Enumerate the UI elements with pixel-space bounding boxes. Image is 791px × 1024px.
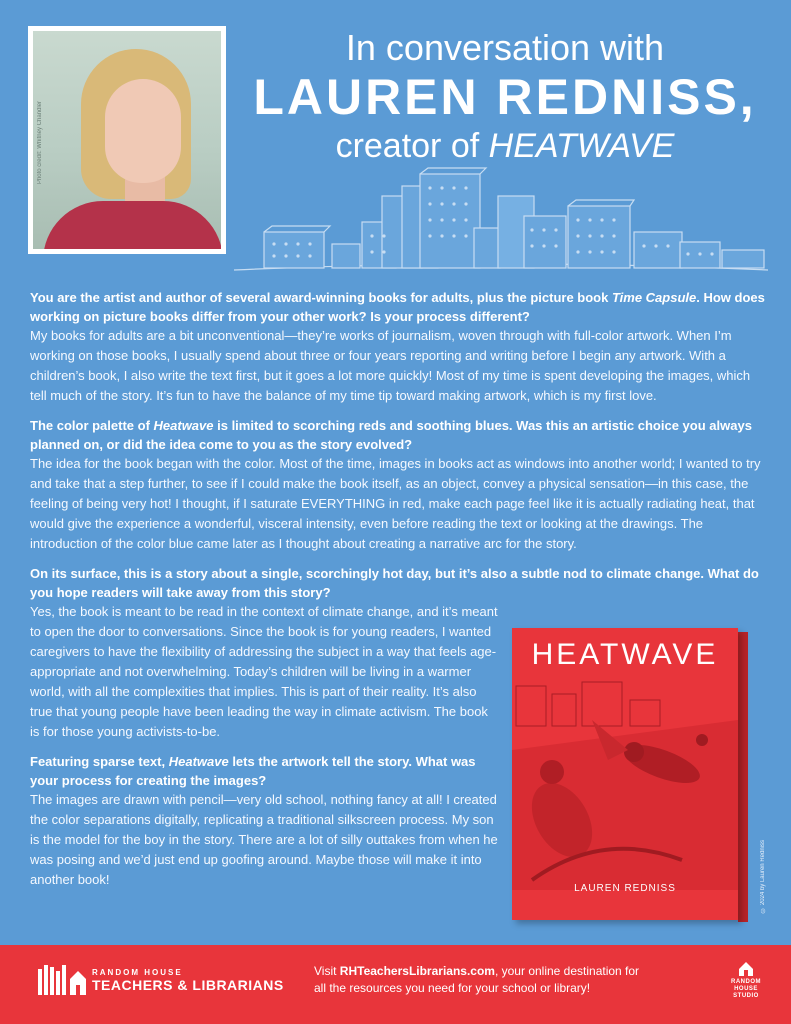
book-cover-image xyxy=(512,628,750,924)
author-photo xyxy=(33,31,221,249)
book-cover xyxy=(512,628,738,920)
title-line-3 xyxy=(250,126,760,166)
question-4: Featuring sparse text, Heatwave lets the artwork tell the story. What was your process for creating the images? xyxy=(30,754,476,788)
question-1: You are the artist and author of several award-winning books for adults, plus the picture book Time Capsule. How does working on picture books differ from your other work? Is your process different? xyxy=(30,290,765,324)
title-author-name: LAUREN REDNISS, xyxy=(253,69,757,125)
books-icon xyxy=(38,965,86,995)
answer-2: The idea for the book began with the color. Most of the time, images in books act as windows into another world; I wanted to try and take that a step further, to see if I could make the book itself, as an object, convey a physical sensation—in this case, the feeling of being very hot! I thought, if I saturate EVERYTHING in red, make each page feel like it is actually radiating heat, that would give the experience a wonderful, visceral intensity, even before reading the text or looking at the drawings. The introduction of the color blue came later as I thought about creating a narrative arc for the story. xyxy=(30,456,761,551)
qa-item-2 xyxy=(30,416,766,554)
book-author: LAUREN REDNISS xyxy=(574,883,676,894)
photo-credit: Photo credit: Whitney Chandler xyxy=(37,101,43,185)
skyline-illustration xyxy=(232,166,772,278)
qa-item-4 xyxy=(30,752,498,890)
author-photo-frame xyxy=(28,26,226,254)
logo-line-2: TEACHERS & LIBRARIANS xyxy=(92,976,284,993)
title-block xyxy=(250,28,760,166)
title-book-name: HEATWAVE xyxy=(488,127,675,165)
answer-3: Yes, the book is meant to be read in the context of climate change, and it’s meant to open the door to conversations. Since the book is for young readers, I wanted caregivers to have the flexibility of addressing the subject in a way that feels age-appropriate and not overwhelming. Today’s children will be living in a warmer world, with all the complexities that implies. This is part of their reality. It’s also true that young people have been leading the way in climate activism. The book is for those young activists-to-be. xyxy=(30,604,498,739)
answer-1: My books for adults are a bit unconventional—they’re works of journalism, woven through with full-color artwork. When I’m working on those books, I usually spend about three or four years reporting and writing before I begin any artwork. With a children’s book, I also write the text first, but it goes a lot more quickly! Most of my time is spent developing the images, which tell much of the story. It’s fun to have the balance of my time tip toward making artwork, which is my first love. xyxy=(30,328,751,403)
answer-4: The images are drawn with pencil—very old school, nothing fancy at all! I created the color separations digitally, replicating a traditional silkscreen process. My son is the model for the boy in the story. There are a lot of silly outtakes from when he was posing and we’d just end up goofing around. Maybe those will make it into another book! xyxy=(30,792,498,887)
website-link[interactable]: RHTeachersLibrarians.com xyxy=(339,964,495,978)
question-2: The color palette of Heatwave is limited to scorching reds and soothing blues. Was this an artistic choice you always planned on, or did the idea come to you as the story evolved? xyxy=(30,418,752,452)
footer-bar xyxy=(0,945,791,1024)
book-spine xyxy=(738,632,748,922)
house-icon xyxy=(738,961,754,977)
book-title: HEATWAVE xyxy=(531,638,719,671)
footer-message: Visit RHTeachersLibrarians.com, your online destination for all the resources you need for your school or library! xyxy=(314,964,640,995)
title-prefix: creator of xyxy=(335,127,489,165)
random-house-studio-logo[interactable]: RANDOM HOUSE STUDIO xyxy=(724,961,768,1000)
qa-item-1 xyxy=(30,288,766,406)
question-3: On its surface, this is a story about a single, scorchingly hot day, but it’s also a subtle nod to climate change. What do you hope readers will take away from this story? xyxy=(30,566,759,600)
rh-teachers-librarians-logo[interactable] xyxy=(38,965,284,995)
book-illustration xyxy=(512,680,738,890)
cover-credit: © 2024 by Lauren Redniss xyxy=(760,840,766,913)
title-line-1: In conversation with xyxy=(345,27,665,68)
logo-line-1: RANDOM HOUSE xyxy=(92,967,183,977)
